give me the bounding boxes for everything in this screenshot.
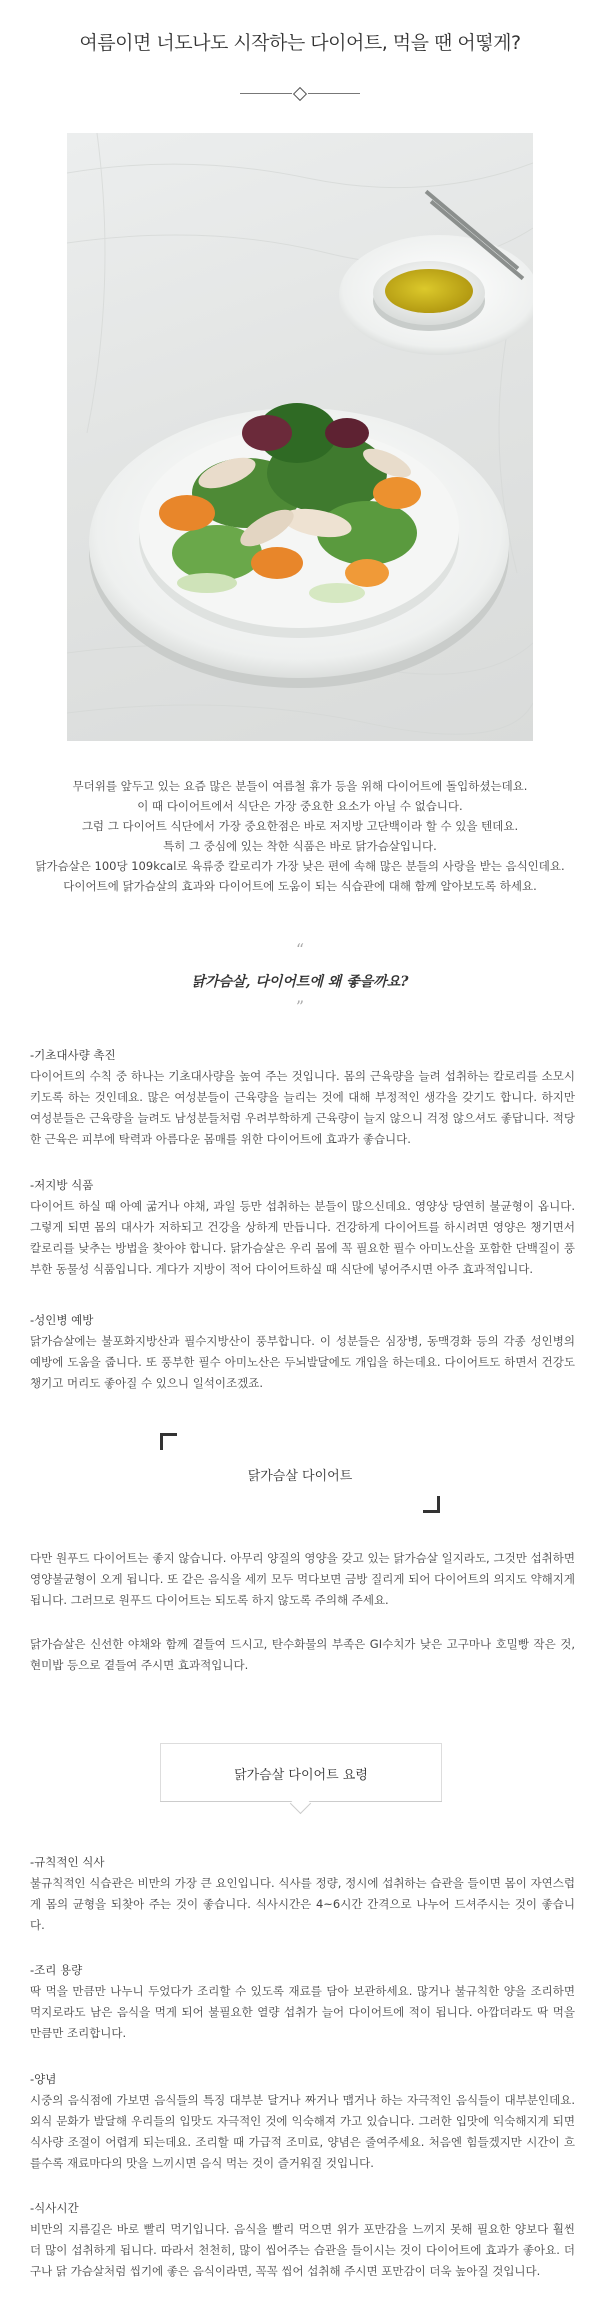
tip-portion: [30, 1960, 575, 2044]
diet-paragraph: 다만 원푸드 다이어트는 좋지 않습니다. 아무리 양질의 영양을 갖고 있는 닭가슴살 일지라도, 그것만 섭취하면 영양불균형이 오게 됩니다. 또 같은 음식을 세끼 모두 먹다보면 금방 질리게 되어 다이어트의 의지도 약해지게 됩니다. 그러므로 원푸드 다이어트는 되도록 하지 않도록 주의해 주세요.: [30, 1551, 575, 1607]
intro-line: 닭가슴살은 100당 109kcal로 육류중 칼로리가 가장 낮은 편에 속해 많은 분들의 사랑을 받는 음식인데요.: [35, 859, 565, 873]
tip-title: -규칙적인 식사: [30, 1855, 105, 1869]
benefit-body: 다이어트 하실 때 아예 굶거나 야채, 과일 등만 섭취하는 분들이 많으신데요. 영양상 당연히 불균형이 옵니다. 그렇게 되면 몸의 대사가 저하되고 건강을 상하게 만듭니다. 건강하게 다이어트를 하시려면 영양은 챙기면서 칼로리를 낮추는 방법을 찾아야 합니다. 닭가슴살은 우리 몸에 꼭 필요한 필수 아미노산을 포함한 단백질이 풍부한 동물성 식품입니다. 게다가 지방이 적어 다이어트하실 때 식단에 넣어주시면 아주 효과적입니다.: [30, 1199, 575, 1276]
tip-regular-meals: [30, 1852, 575, 1936]
benefit-disease-prevention: [30, 1310, 575, 1394]
tip-seasoning: [30, 2069, 575, 2174]
tip-body: 딱 먹을 만큼만 나누니 두었다가 조리할 수 있도록 재료를 담아 보관하세요. 많거나 불규칙한 양을 조리하면 먹지로라도 남은 음식을 먹게 되어 불필요한 열량 섭취가 늘어 다이어트에 적이 됩니다. 아깝더라도 딱 먹을 만큼만 조리합니다.: [30, 1984, 575, 2040]
salad-illustration: [67, 133, 533, 741]
diet-section-header: [160, 1433, 440, 1513]
intro-line: 이 때 다이어트에서 식단은 가장 중요한 요소가 아닐 수 없습니다.: [137, 799, 463, 813]
benefit-title: -기초대사량 촉진: [30, 1048, 116, 1062]
tip-title: -조리 용량: [30, 1963, 83, 1977]
quote-heading: 닭가슴살, 다이어트에 왜 좋을까요?: [191, 974, 409, 990]
tip-body: 불규칙적인 식습관은 비만의 가장 큰 요인입니다. 식사를 정량, 정시에 섭취하는 습관을 들이면 몸이 자연스럽게 몸의 균형을 되찾아 주는 것이 좋습니다. 식사시간은 4~6시간 간격으로 나누어 드셔주시는 것이 좋습니다.: [30, 1876, 575, 1932]
tip-title: -식사시간: [30, 2201, 79, 2215]
bracket-top-left: [160, 1433, 177, 1450]
divider-line-right: [308, 93, 360, 94]
open-quote-icon: “: [295, 940, 305, 959]
benefit-title: -저지방 식품: [30, 1178, 94, 1192]
close-quote-icon: ”: [295, 997, 305, 1016]
intro-line: 그럼 그 다이어트 식단에서 가장 중요한점은 바로 저지방 고단백이라 할 수 있을 텐데요.: [81, 819, 519, 833]
article-title: 여름이면 너도나도 시작하는 다이어트, 먹을 땐 어떻게?: [79, 32, 521, 54]
speech-notch: [290, 1793, 311, 1814]
tip-body: 시중의 음식점에 가보면 음식들의 특징 대부분 달거나 짜거나 맵거나 하는 자극적인 음식들이 대부분인데요. 외식 문화가 발달해 우리들의 입맛도 자극적인 것에 익숙해져 가고 있습니다. 그러한 입맛에 익숙해지게 되면 식사량 조절이 어렵게 되는데요. 조리할 때 가급적 조미료, 양념은 줄여주세요. 처음엔 힘들겠지만 시간이 흐를수록 재료마다의 맛을 느끼시면 음식 먹는 것이 즐거워질 것입니다.: [30, 2093, 575, 2170]
title-divider: [240, 88, 360, 100]
section-heading: 닭가슴살 다이어트 요령: [234, 1768, 368, 1783]
benefit-low-fat: [30, 1175, 575, 1280]
divider-line-left: [240, 93, 292, 94]
tip-meal-time: [30, 2198, 575, 2282]
intro-line: 무더위를 앞두고 있는 요즘 많은 분들이 여름철 휴가 등을 위해 다이어트에 돌입하셨는데요.: [72, 779, 528, 793]
intro-line: 다이어트에 닭가슴살의 효과와 다이어트에 도움이 되는 식습관에 대해 함께 알아보도록 하세요.: [63, 879, 537, 893]
tips-section-header: [160, 1743, 442, 1802]
intro-line: 특히 그 중심에 있는 착한 식품은 바로 닭가슴살입니다.: [163, 839, 437, 853]
section-heading: 닭가슴살 다이어트: [247, 1469, 353, 1484]
bracket-bottom-right: [423, 1496, 440, 1513]
benefit-title: -성인병 예방: [30, 1313, 94, 1327]
intro-text: [30, 776, 570, 896]
salad-photo: [67, 133, 533, 741]
diamond-icon: [293, 87, 307, 101]
benefit-body: 다이어트의 수칙 중 하나는 기초대사량을 높여 주는 것입니다. 몸의 근육량을 늘려 섭취하는 칼로리를 소모시키도록 하는 것인데요. 많은 여성분들이 근육량을 늘리는 것에 대해 부정적인 생각을 갖기도 합니다. 하지만 여성분들은 근육량을 늘려도 남성분들처럼 우려부학하게 근육량이 늘지 않으니 걱정 않으셔도 좋답니다. 적당한 근육은 피부에 탁력과 아름다운 몸매를 위한 다이어트에 효과가 좋습니다.: [30, 1069, 575, 1146]
tip-body: 비만의 지름길은 바로 빨리 먹기입니다. 음식을 빨리 먹으면 위가 포만감을 느끼지 못해 필요한 양보다 훨씬 더 많이 섭취하게 됩니다. 따라서 천천히, 많이 씹어주는 습관을 들이시는 것이 다이어트에 효과가 좋아요. 더구나 닭 가슴살처럼 씹기에 좋은 음식이라면, 꼭꼭 씹어 섭취해 주시면 포만감이 더욱 높아질 것입니다.: [30, 2222, 575, 2278]
benefit-body: 닭가슴살에는 불포화지방산과 필수지방산이 풍부합니다. 이 성분들은 심장병, 동맥경화 등의 각종 성인병의 예방에 도움을 줍니다. 또 풍부한 필수 아미노산은 두뇌발달에도 개입을 하는데요. 다이어트도 하면서 건강도 챙기고 머리도 좋아질 수 있으니 일석이조겠죠.: [30, 1334, 575, 1390]
diet-paragraph: 닭가슴살은 신선한 야채와 함께 곁들여 드시고, 탄수화물의 부족은 GI수치가 낮은 고구마나 호밀빵 작은 것, 현미밥 등으로 곁들여 주시면 효과적입니다.: [30, 1637, 575, 1672]
tip-title: -양념: [30, 2072, 57, 2086]
benefit-basal-metabolism: [30, 1045, 575, 1150]
